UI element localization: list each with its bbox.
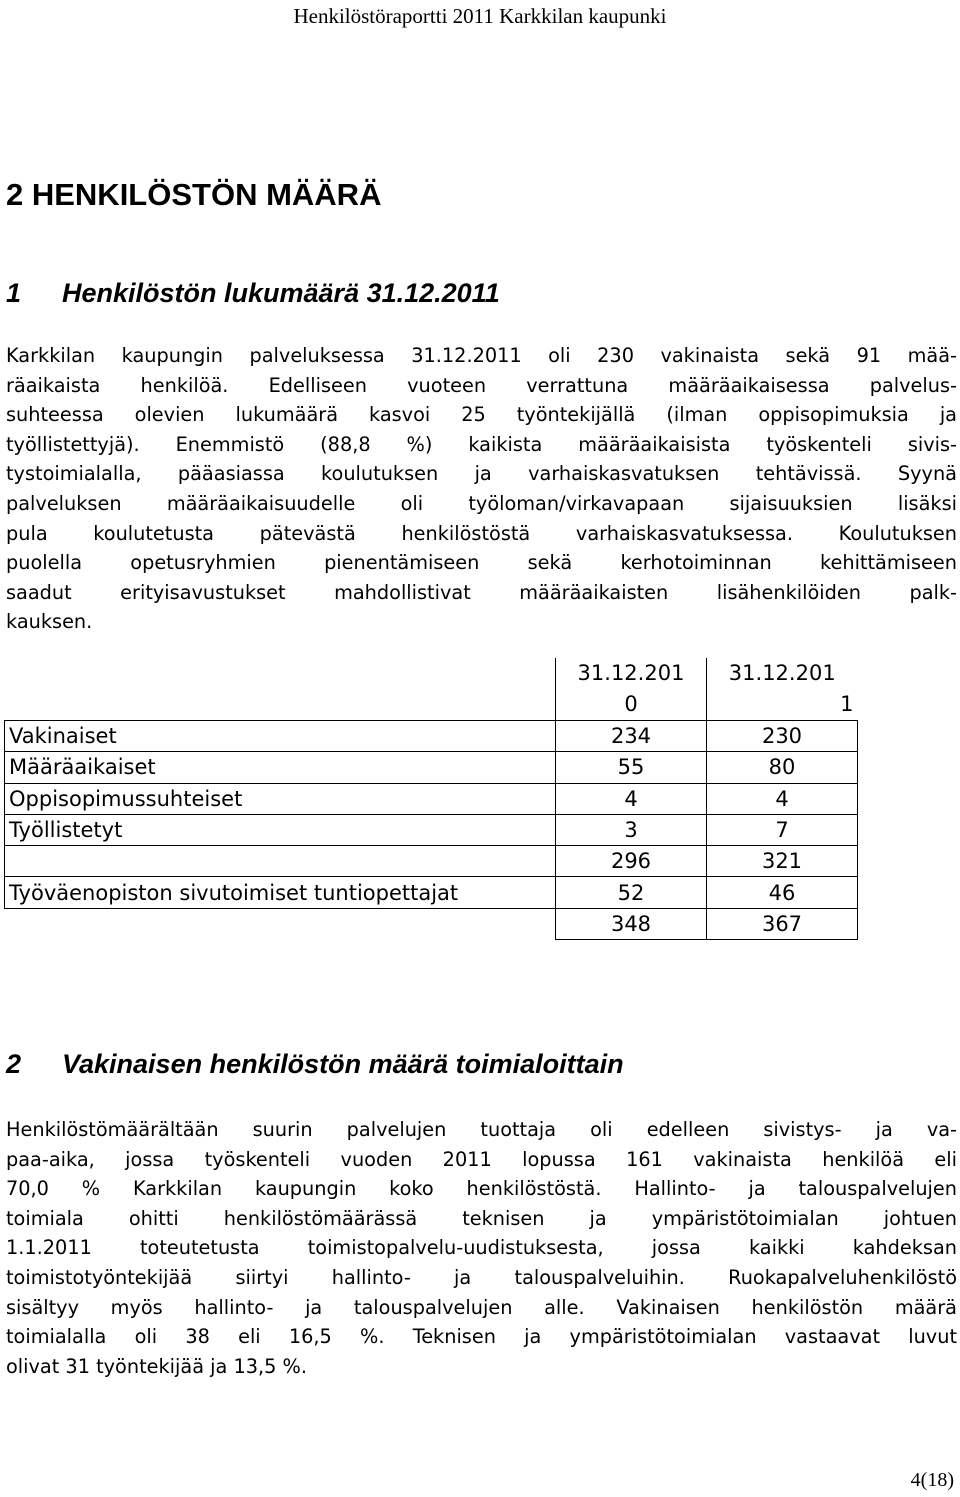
table-row-total <box>5 908 858 939</box>
row-label: Vakinaiset <box>5 721 556 752</box>
paragraph-line: saadut erityisavustukset mahdollistivat määräaikaisten lisähenkilöiden palk- <box>6 580 957 604</box>
section-1-title: Henkilöstön lukumäärä 31.12.2011 <box>62 278 500 308</box>
table-header-row <box>5 658 858 721</box>
table-row-subtotal <box>5 846 858 877</box>
cell-2010: 4 <box>556 783 707 814</box>
paragraph-line: palveluksen määräaikaisuudelle oli työloman/virkavapaan sijaisuuksien lisäksi <box>6 491 957 515</box>
paragraph-line: toimistotyöntekijää siirtyi hallinto- ja talouspalveluihin. Ruokapalveluhenkilöstö <box>6 1265 957 1289</box>
row-label: Työllistetyt <box>5 814 556 845</box>
cell-2011: 46 <box>707 877 858 908</box>
paragraph-line: olivat 31 työntekijää ja 13,5 %. <box>6 1354 307 1378</box>
row-label <box>5 846 556 877</box>
cell-2010: 234 <box>556 721 707 752</box>
column-header-line: 1 <box>840 692 854 716</box>
column-header-2011 <box>707 658 858 721</box>
section-2-title: Vakinaisen henkilöstön määrä toimialoittain <box>62 1049 624 1079</box>
column-header-line: 31.12.201 <box>728 661 836 685</box>
cell-2011: 4 <box>707 783 858 814</box>
table-header-blank <box>5 658 556 721</box>
cell-2010: 348 <box>556 908 707 939</box>
page-number: 4(18) <box>910 1469 954 1491</box>
table-row <box>5 752 858 783</box>
table-row <box>5 783 858 814</box>
paragraph-line: suhteessa olevien lukumäärä kasvoi 25 työntekijällä (ilman oppisopimuksia ja <box>6 403 957 427</box>
paragraph-line: Karkkilan kaupungin palveluksessa 31.12.2011 oli 230 vakinaista sekä 91 mää- <box>6 344 957 367</box>
section-2-paragraph <box>6 1115 957 1381</box>
paragraph-line: työllistettyjä). Enemmistö (88,8 %) kaikista määräaikaisista työskenteli sivis- <box>6 432 957 456</box>
row-label: Määräaikaiset <box>5 752 556 783</box>
cell-2011: 7 <box>707 814 858 845</box>
paragraph-line: toimiala ohitti henkilöstömäärässä teknisen ja ympäristötoimialan johtuen <box>6 1206 957 1230</box>
chapter-title: 2 HENKILÖSTÖN MÄÄRÄ <box>6 177 382 212</box>
paragraph-line: tystoimialalla, pääasiassa koulutuksen ja varhaiskasvatuksen tehtävissä. Syynä <box>6 462 957 486</box>
paragraph-line: toimialalla oli 38 eli 16,5 %. Teknisen ja ympäristötoimialan vastaavat luvut <box>6 1325 957 1349</box>
paragraph-line: kauksen. <box>6 610 93 634</box>
section-2-number: 2 <box>6 1049 22 1079</box>
paragraph-line: pula koulutetusta pätevästä henkilöstöstä varhaiskasvatuksessa. Koulutuksen <box>6 521 957 545</box>
table-row <box>5 877 858 908</box>
row-label <box>5 908 556 939</box>
staff-count-table <box>4 658 858 940</box>
cell-2011: 321 <box>707 846 858 877</box>
paragraph-line: 1.1.2011 toteutetusta toimistopalvelu-uudistuksesta, jossa kaikki kahdeksan <box>6 1236 957 1260</box>
table-row <box>5 721 858 752</box>
section-1-heading <box>6 276 500 310</box>
row-label: Oppisopimussuhteiset <box>5 783 556 814</box>
column-header-line: 31.12.201 <box>577 661 685 685</box>
column-header-2010 <box>556 658 707 721</box>
cell-2010: 52 <box>556 877 707 908</box>
cell-2011: 230 <box>707 721 858 752</box>
cell-2011: 80 <box>707 752 858 783</box>
cell-2010: 55 <box>556 752 707 783</box>
section-2-heading <box>6 1047 624 1081</box>
row-label: Työväenopiston sivutoimiset tuntiopettajat <box>5 877 556 908</box>
section-1-number: 1 <box>6 278 22 308</box>
column-header-line: 0 <box>624 692 638 716</box>
table-row <box>5 814 858 845</box>
running-header: Henkilöstöraportti 2011 Karkkilan kaupunki <box>293 4 667 28</box>
section-1-paragraph <box>6 341 957 637</box>
paragraph-line: Henkilöstömäärältään suurin palvelujen tuottaja oli edelleen sivistys- ja va- <box>6 1118 957 1141</box>
cell-2010: 296 <box>556 846 707 877</box>
paragraph-line: puolella opetusryhmien pienentämiseen sekä kerhotoiminnan kehittämiseen <box>6 551 957 575</box>
paragraph-line: räaikaista henkilöä. Edelliseen vuoteen verrattuna määräaikaisessa palvelus- <box>6 373 957 397</box>
cell-2011: 367 <box>707 908 858 939</box>
paragraph-line: 70,0 % Karkkilan kaupungin koko henkilöstöstä. Hallinto- ja talouspalvelujen <box>6 1177 957 1201</box>
cell-2010: 3 <box>556 814 707 845</box>
paragraph-line: sisältyy myös hallinto- ja talouspalvelujen alle. Vakinaisen henkilöstön määrä <box>6 1295 957 1319</box>
paragraph-line: paa-aika, jossa työskenteli vuoden 2011 lopussa 161 vakinaista henkilöä eli <box>6 1147 957 1171</box>
